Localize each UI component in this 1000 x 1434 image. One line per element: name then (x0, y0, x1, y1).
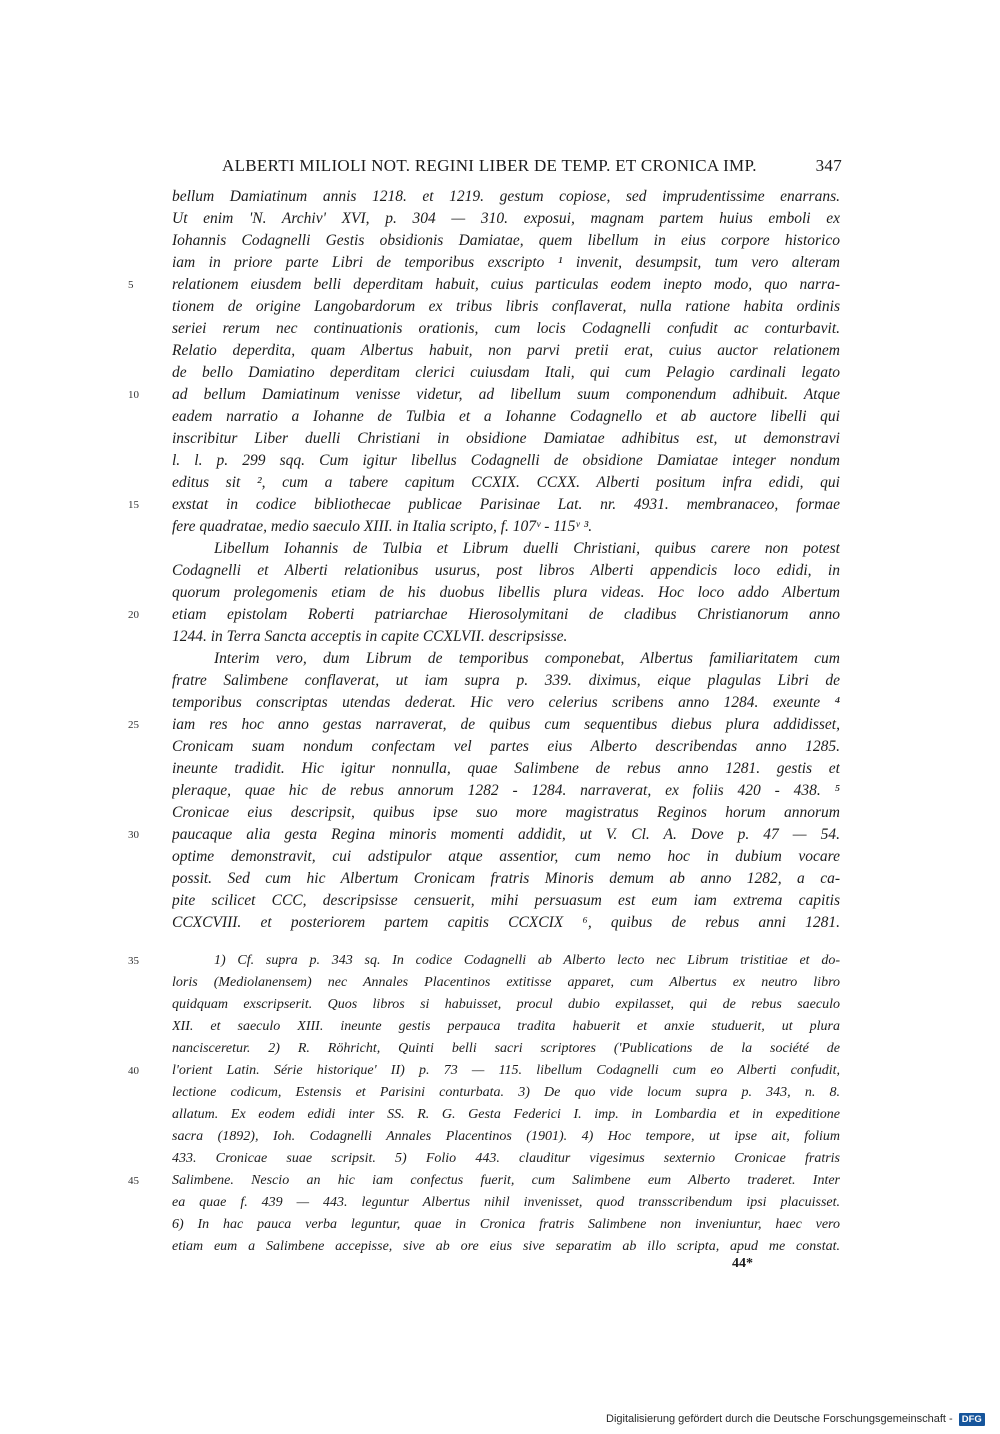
text-line: de bello Damiatino deperditam clerici cuiusdam Itali, qui cum Pelagio cardinali legato (172, 364, 840, 381)
line-number: 15 (128, 499, 139, 511)
text-line: tionem de origine Langobardorum ex tribus libris conflaverat, nulla ratione habita ordinis (172, 298, 840, 315)
page-number: 347 (815, 156, 842, 175)
line-number: 30 (128, 829, 139, 841)
footnote-line: etiam eum a Salimbene accepisse, sive ab ore eius sive separatim ab illo scripta, apud me constat. (172, 1239, 840, 1254)
credit-text: Digitalisierung gefördert durch die Deutsche Forschungsgemeinschaft - (606, 1413, 953, 1425)
text-line: pleraque, quae hic de rebus annorum 1282 - 1284. narraverat, ex foliis 420 - 438. ⁵ (172, 782, 840, 799)
text-line: Iohannis Codagnelli Gestis obsidionis Damiatae, quem libellum in eius corpore historico (172, 232, 840, 249)
text-line: temporibus conscriptas utendas dederat. Hic vero celerius scribens anno 1284. exeunte ⁴ (172, 694, 840, 711)
text-line: seriei rerum nec continuationis orationis, cum locis Codagnelli confudit ac conturbavit. (172, 320, 840, 337)
footnote-line: 6) In hac pauca verba leguntur, quae in Cronica fratris Salimbene non inveniuntur, haec vero (172, 1217, 840, 1232)
footnote-line: Salimbene. Nescio an hic iam confectus fuerit, cum Salimbene eum Alberto traderet. Inter (172, 1173, 840, 1188)
text-line: possit. Sed cum hic Albertum Cronicam fratris Minoris demum ab anno 1282, a ca- (172, 870, 840, 887)
text-line: exstat in codice bibliothecae publicae Parisinae Lat. nr. 4931. membranaceo, formae (172, 496, 840, 513)
footnote-line: XII. et saeculo XIII. ineunte gestis perpauca tradita habuerit et anxie studuerit, ut plura (172, 1019, 840, 1034)
text-line: ineunte tradidit. Hic igitur nonnulla, quae Salimbene de rebus anno 1281. gestis et (172, 760, 840, 777)
running-header (222, 150, 842, 182)
text-line: iam res hoc anno gestas narraverat, de quibus cum sequentibus diebus plura addidisset, (172, 716, 840, 733)
digitization-credit (606, 1410, 985, 1428)
line-number: 25 (128, 719, 139, 731)
text-line: Interim vero, dum Librum de temporibus componebat, Albertus familiaritatem cum (214, 650, 840, 667)
text-line: Relatio deperdita, quam Albertus habuit, non parvi pretii erat, cuius auctor relationem (172, 342, 840, 359)
text-line: Codagnelli et Alberti relationibus usurus, post libros Alberti appendicis loco edidi, in (172, 562, 840, 579)
text-line: CCXCVIII. et posteriorem partem capitis CCXCIX ⁶, quibus de rebus anni 1281. (172, 914, 840, 931)
signature-mark: 44* (732, 1256, 753, 1271)
line-number: 20 (128, 609, 139, 621)
text-line: optime demonstravit, cui adstipulor atque assentior, cum nemo hoc in dubium vocare (172, 848, 840, 865)
text-line: etiam epistolam Roberti patriarchae Hierosolymitani de cladibus Christianorum anno (172, 606, 840, 623)
text-line: Ut enim 'N. Archiv' XVI, p. 304 — 310. exposui, magnam partem huius emboli ex (172, 210, 840, 227)
text-line: iam in priore parte Libri de temporibus exscripto ¹ invenit, desumpsit, tum vero alteram (172, 254, 840, 271)
text-line: Cronicae eius descripsit, quibus ipse suo more magistratus Reginos horum annorum (172, 804, 840, 821)
footnote-line: loris (Mediolanensem) nec Annales Placentinos extitisse apparet, cum Albertus ex neutro libro (172, 975, 840, 990)
footnote-line: quidquam exscripserit. Quos libros si habuisset, procul dubio expilasset, qui de rebus saeculo (172, 997, 840, 1012)
text-line: eadem narratio a Iohanne de Tulbia et a Iohanne Codagnello et ab auctore libelli qui (172, 408, 840, 425)
line-number: 45 (128, 1175, 139, 1187)
text-line: 1244. in Terra Sancta acceptis in capite CCXLVII. descripsisse. (172, 628, 568, 645)
text-line: l. l. p. 299 sqq. Cum igitur libellus Codagnelli de obsidione Damiatae integer nondum (172, 452, 840, 469)
dfg-logo: DFG (959, 1413, 985, 1426)
text-line: paucaque alia gesta Regina minoris momenti addidit, ut V. Cl. A. Dove p. 47 — 54. (172, 826, 840, 843)
text-line: relationem eiusdem belli deperditam habuit, cuius particulas eodem inepto modo, quo narra- (172, 276, 840, 293)
text-line: quorum prolegomenis etiam de his duobus libellis plura videas. Hoc loco addo Albertum (172, 584, 840, 601)
footnote-line: ea quae f. 439 — 443. leguntur Albertus nihil invenisset, quod transscribendum ipsi placuisset. (172, 1195, 840, 1210)
text-line: inscribitur Liber duelli Christiani in obsidione Damiatae adhibitus est, ut demonstravi (172, 430, 840, 447)
text-line: Cronicam suam nondum confectam vel partes eius Alberto describendas anno 1285. (172, 738, 840, 755)
text-line: Libellum Iohannis de Tulbia et Librum duelli Christiani, quibus carere non potest (214, 540, 840, 557)
text-line: pite scilicet CCC, descripsisse censuerit, mihi persuasum est eum iam extrema capitis (172, 892, 840, 909)
text-line: editus sit ², cum a tabere capitum CCXIX. CCXX. Alberti positum infra edidi, qui (172, 474, 840, 491)
text-line: fere quadratae, medio saeculo XIII. in Italia scripto, f. 107ᵛ - 115ᵛ ³. (172, 518, 593, 535)
footnote-line: 433. Cronicae suae scripsit. 5) Folio 443. clauditur vigesimus sexternio Cronicae fratris (172, 1151, 840, 1166)
running-title: ALBERTI MILIOLI NOT. REGINI LIBER DE TEMP. ET CRONICA IMP. (222, 156, 757, 175)
line-number: 10 (128, 389, 139, 401)
line-number: 40 (128, 1065, 139, 1077)
footnote-line: l'orient Latin. Série historique' II) p. 73 — 115. libellum Codagnelli cum eo Alberti confudit, (172, 1063, 840, 1078)
footnote-line: sacra (1892), Ioh. Codagnelli Annales Placentinos (1901). 4) Hoc tempore, ut ipse ait, folium (172, 1129, 840, 1144)
text-line: fratre Salimbene conflaverat, ut iam supra p. 339. diximus, eique plagulas Libri de (172, 672, 840, 689)
footnote-line: 1) Cf. supra p. 343 sq. In codice Codagnelli ab Alberto lecto nec Librum tristitiae et do- (214, 953, 840, 968)
line-number: 5 (128, 279, 134, 291)
footnote-line: allatum. Ex eodem edidi inter SS. R. G. Gesta Federici I. imp. in Lombardia et in expeditione (172, 1107, 840, 1122)
text-line: bellum Damiatinum annis 1218. et 1219. gestum copiose, sed imprudentissime enarrans. (172, 188, 840, 205)
footnote-line: lectione codicum, Estensis et Parisini conturbata. 3) De quo vide locum supra p. 343, n. 8. (172, 1085, 840, 1100)
text-line: ad bellum Damiatinum venisse videtur, ad libellum suum componendum adhibuit. Atque (172, 386, 840, 403)
line-number: 35 (128, 955, 139, 967)
footnote-line: nancisceretur. 2) R. Röhricht, Quinti belli sacri scriptores ('Publications de la société de (172, 1041, 840, 1056)
